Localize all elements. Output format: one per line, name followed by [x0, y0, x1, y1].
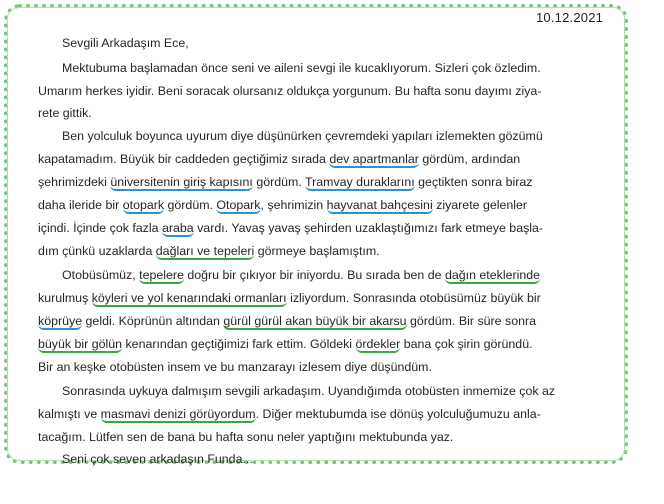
letter-text: Mektubuma başlamadan önce seni ve aileni sevgi ile kucaklıyorum. Sizleri çok özledim.: [62, 61, 541, 75]
letter-line: [38, 152, 520, 166]
letter-text: rete gittik.: [38, 106, 92, 120]
letter-text: kurulmuş: [38, 291, 92, 305]
letter-line: [62, 129, 543, 143]
letter-text: tacağım. Lütfen sen de bana bu hafta sonu neler yaptığını mektubunda yaz.: [38, 430, 454, 444]
letter-line: [62, 268, 540, 282]
letter-text: Sevgili Arkadaşım Ece,: [62, 36, 189, 50]
letter-line: [38, 198, 527, 212]
letter-text: izliyordum. Sonrasında otobüsümüz büyük bir: [286, 291, 541, 305]
letter-line: [62, 61, 541, 75]
underlined-natural-phrase: tepelere: [139, 268, 184, 282]
letter-text: vardı. Yavaş yavaş şehirden uzaklaştığımızı fark etmeye başla-: [193, 221, 544, 235]
letter-line: [38, 430, 453, 444]
letter-date: 10.12.2021: [536, 10, 604, 25]
letter-text: Otobüsümüz,: [62, 268, 140, 282]
letter-line: [38, 314, 536, 328]
letter-line: [38, 175, 533, 189]
letter-text: geçtikten sonra biraz: [414, 175, 533, 189]
letter-text: gördüm, ardından: [418, 152, 521, 166]
letter-text: gördüm. Bir süre sonra: [406, 314, 537, 328]
letter-text: doğru bir çıkıyor bir iniyordu. Bu sırada ben de: [183, 268, 445, 282]
letter-line: [38, 244, 380, 258]
letter-text: . Diğer mektubumda ise dönüş yolculuğumuzu anla-: [255, 407, 541, 421]
letter-text: Ben yolculuk boyunca uyurum diye düşünürken çevremdeki yapıları izlemekten gözümü: [62, 129, 543, 143]
letter-line: [38, 291, 541, 305]
letter-line: [38, 360, 432, 374]
underlined-man-made-phrase: üniversitenin giriş kapısını: [110, 175, 253, 189]
underlined-natural-phrase: köyleri ve yol kenarındaki ormanları: [91, 291, 287, 305]
letter-line: [38, 337, 533, 351]
letter-text: Umarım herkes iyidir. Beni soracak olursanız oldukça yorgunum. Bu hafta sonu dayımı ziya-: [38, 84, 542, 98]
underlined-natural-phrase: ördekler: [355, 337, 401, 351]
letter-text: daha ileride bir: [38, 198, 123, 212]
underlined-natural-phrase: büyük bir gölün: [38, 337, 123, 351]
underlined-man-made-phrase: araba: [161, 221, 194, 235]
letter-text: Bir an keşke otobüsten insem ve bu manzarayı izlesem diye düşündüm.: [38, 360, 432, 374]
letter-text: ziyarete gelenler: [432, 198, 528, 212]
underlined-natural-phrase: gürül gürül akan büyük bir akarsu: [223, 314, 407, 328]
letter-line: [38, 407, 541, 421]
letter-text: Sonrasında uykuya dalmışım sevgili arkadaşım. Uyandığımda otobüsten inmemize çok az: [62, 384, 556, 398]
letter-line: [62, 36, 189, 50]
letter-text: kapatamadım. Büyük bir caddeden geçtiğimiz sırada: [38, 152, 330, 166]
letter-text: kalmıştı ve: [38, 407, 101, 421]
letter-text: dım çünkü uzaklarda: [38, 244, 156, 258]
letter-line: [38, 106, 92, 120]
letter-text: Seni çok seven arkadaşın Funda...: [62, 452, 253, 466]
underlined-man-made-phrase: dev apartmanlar: [329, 152, 419, 166]
underlined-natural-phrase: dağları ve tepeleri: [155, 244, 255, 258]
underlined-man-made-phrase: otopark: [122, 198, 165, 212]
letter-line: [38, 221, 543, 235]
letter-line: [62, 384, 555, 398]
letter-line: [38, 84, 541, 98]
underlined-man-made-phrase: hayvanat bahçesini: [326, 198, 433, 212]
underlined-natural-phrase: masmavi denizi görüyordum: [100, 407, 256, 421]
underlined-man-made-phrase: Tramvay duraklarını: [305, 175, 415, 189]
underlined-natural-phrase: dağın eteklerinde: [444, 268, 541, 282]
letter-text: gördüm.: [252, 175, 305, 189]
letter-text: içindi. İçinde çok fazla: [38, 221, 162, 235]
letter-text: kenarından geçtiğimizi fark ettim. Göldeki: [122, 337, 356, 351]
underlined-man-made-phrase: Otopark: [216, 198, 261, 212]
letter-text: görmeye başlamıştım.: [254, 244, 380, 258]
letter-text: , şehrimizin: [260, 198, 327, 212]
letter-text: gördüm.: [164, 198, 217, 212]
underlined-man-made-phrase: köprüye: [38, 314, 83, 328]
letter-text: şehrimizdeki: [38, 175, 111, 189]
letter-line: [62, 452, 253, 466]
letter-text: geldi. Köprünün altından: [82, 314, 224, 328]
letter-text: bana çok şirin göründü.: [400, 337, 533, 351]
